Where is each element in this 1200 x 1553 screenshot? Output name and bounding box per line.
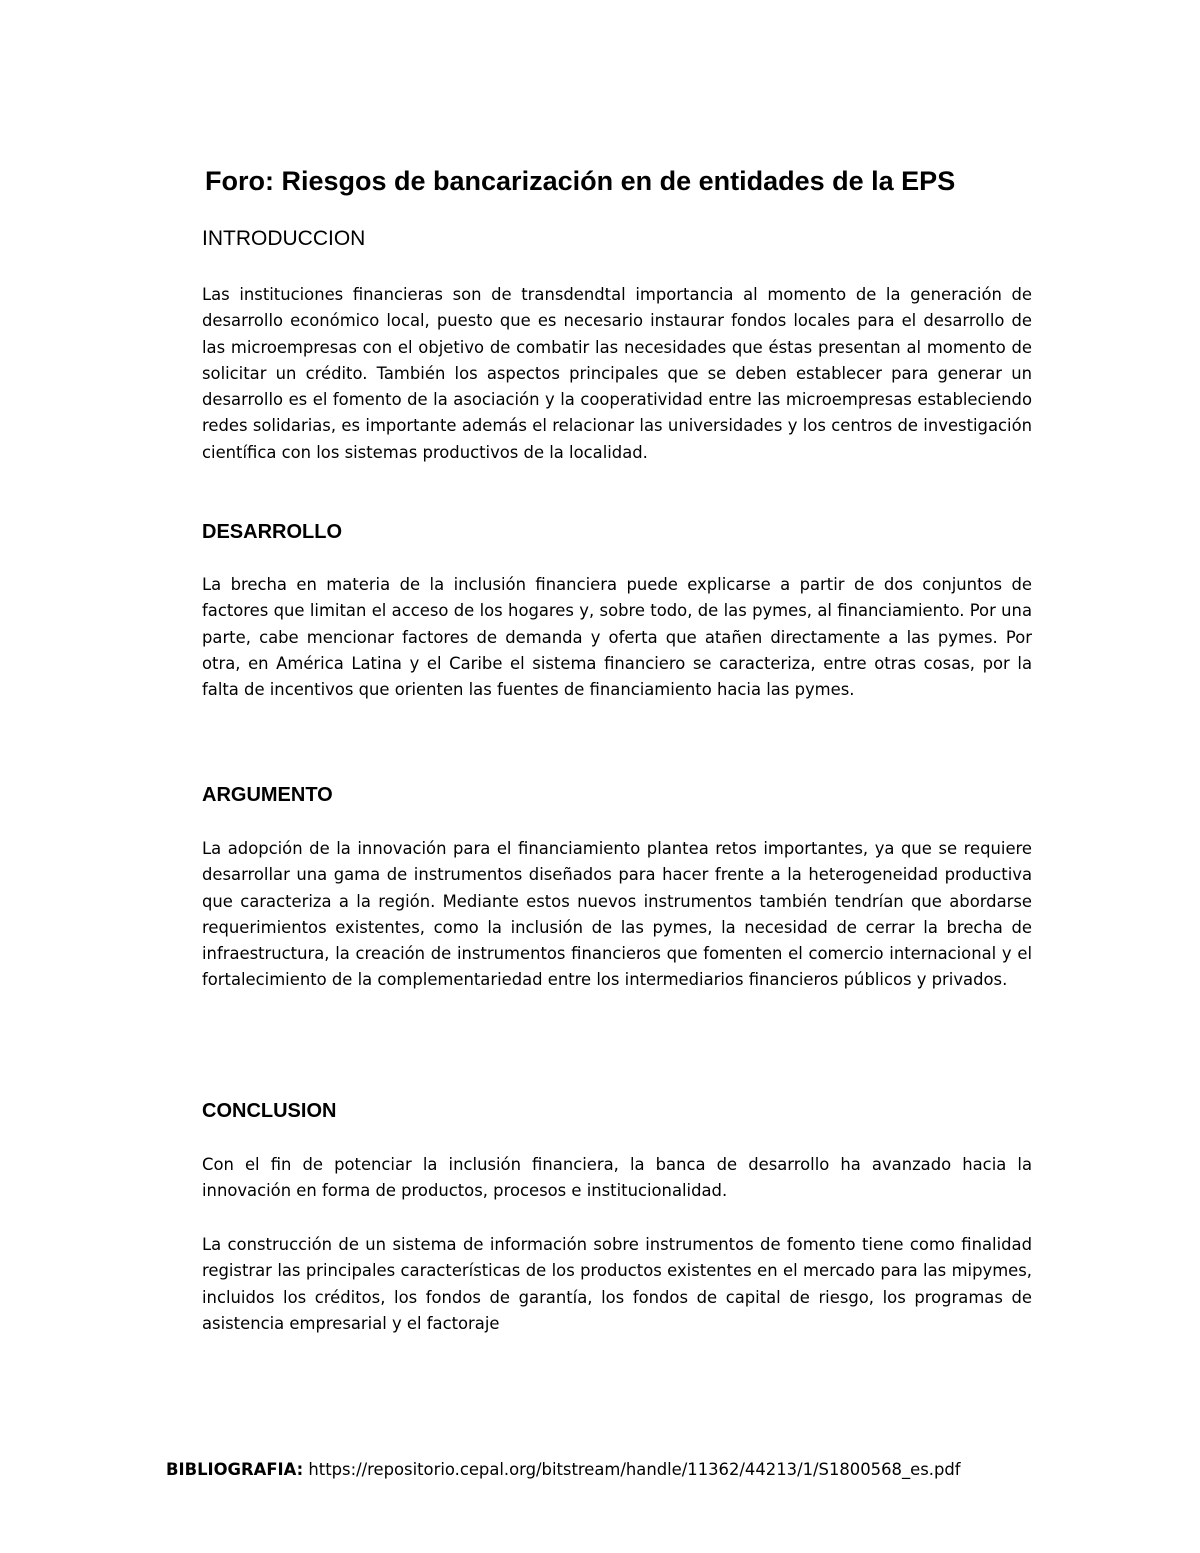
introduccion-paragraph: Las instituciones financieras son de transdendtal importancia al momento de la generación de desarrollo económico local, puesto que es necesario instaurar fondos locales para el desarrollo de las microempresas con el objetivo de combatir las necesidades que éstas presentan al momento de solicitar un crédito. También los aspectos principales que se deben establecer para generar un desarrollo es el fomento de la asociación y la cooperatividad entre las microempresas estableciendo redes solidarias, es importante además el relacionar las universidades y los centros de investigación científica con los sistemas productivos de la localidad. <box>202 285 1032 462</box>
argumento-paragraph: La adopción de la innovación para el financiamiento plantea retos importantes, ya que se requiere desarrollar una gama de instrumentos diseñados para hacer frente a la heterogeneidad productiva que caracteriza a la región. Mediante estos nuevos instrumentos también tendrían que abordarse requerimientos existentes, como la inclusión de las pymes, la necesidad de cerrar la brecha de infraestructura, la creación de instrumentos financieros que fomenten el comercio internacional y el fortalecimiento de la complementariedad entre los intermediarios financieros públicos y privados. <box>202 839 1032 990</box>
desarrollo-paragraph: La brecha en materia de la inclusión financiera puede explicarse a partir de dos conjuntos de factores que limitan el acceso de los hogares y, sobre todo, de las pymes, al financiamiento. Por una parte, cabe mencionar factores de demanda y oferta que atañen directamente a las pymes. Por otra, en América Latina y el Caribe el sistema financiero se caracteriza, entre otras cosas, por la falta de incentivos que orienten las fuentes de financiamiento hacia las pymes. <box>202 575 1032 700</box>
section-heading-introduccion: INTRODUCCION <box>202 227 366 250</box>
conclusion-paragraph-2: La construcción de un sistema de información sobre instrumentos de fomento tiene como finalidad registrar las principales características de los productos existentes en el mercado para las mipymes, incluidos los créditos, los fondos de garantía, los fondos de capital de riesgo, los programas de asistencia empresarial y el factoraje <box>202 1235 1032 1333</box>
bibliography-link[interactable]: https://repositorio.cepal.org/bitstream/handle/11362/44213/1/S1800568_es.pdf <box>308 1460 961 1479</box>
section-heading-conclusion: CONCLUSION <box>202 1100 337 1122</box>
bibliography <box>166 1460 961 1479</box>
conclusion-paragraph-1: Con el fin de potenciar la inclusión financiera, la banca de desarrollo ha avanzado hacia la innovación en forma de productos, procesos e institucionalidad. <box>202 1155 1032 1201</box>
section-heading-argumento: ARGUMENTO <box>202 784 333 806</box>
bibliography-label: BIBLIOGRAFIA: <box>166 1460 304 1479</box>
page-title: Foro: Riesgos de bancarización en de entidades de la EPS <box>205 166 956 196</box>
section-heading-desarrollo: DESARROLLO <box>202 521 342 543</box>
